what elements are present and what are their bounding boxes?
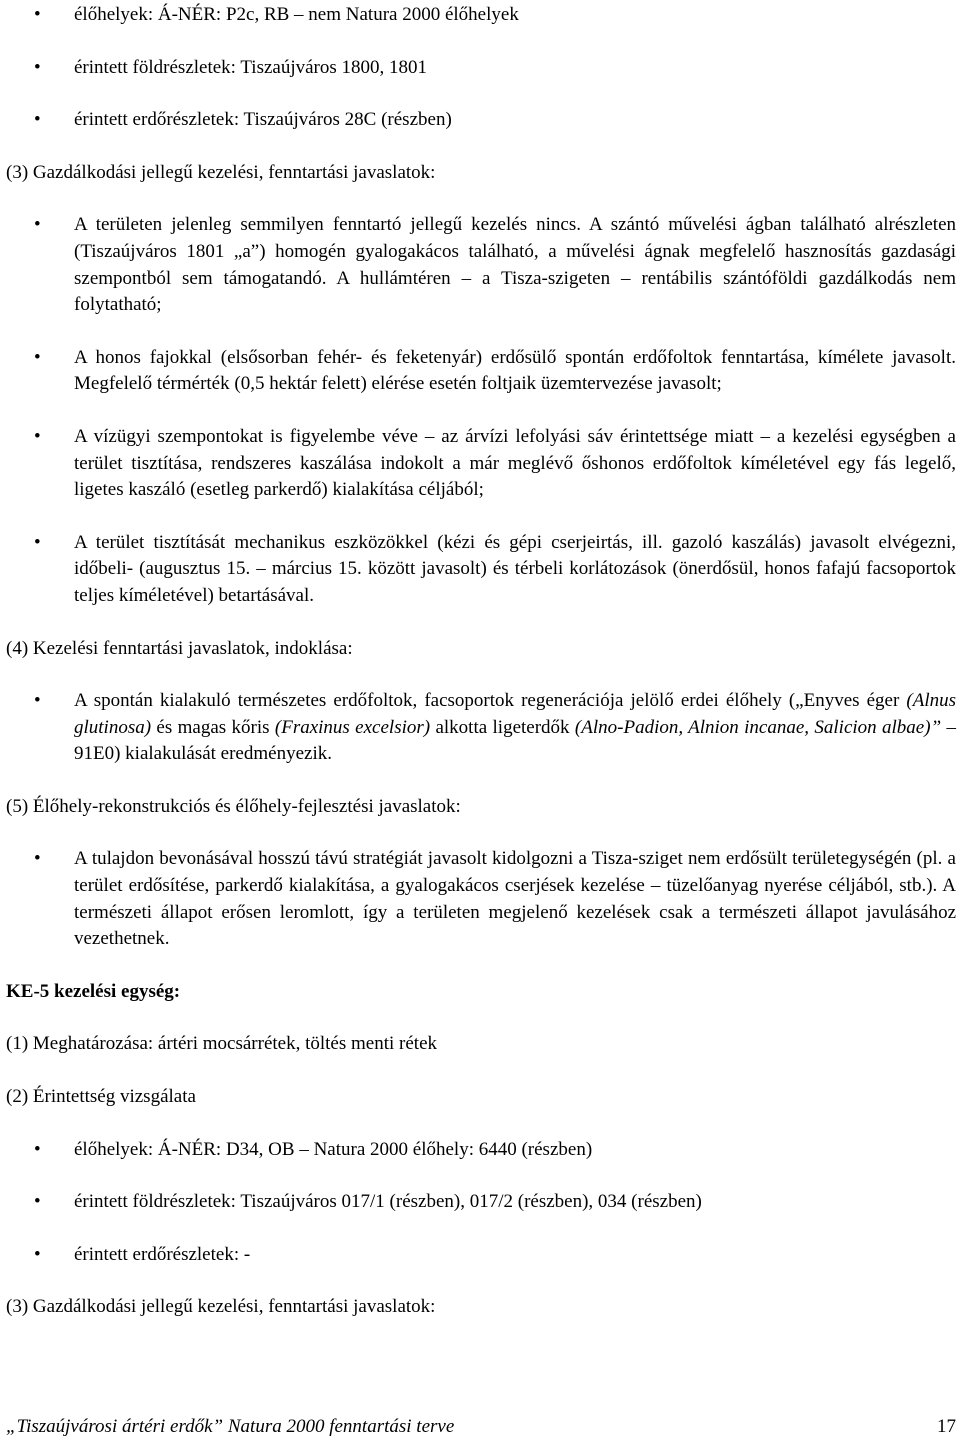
section-heading-3: (3) Gazdálkodási jellegű kezelési, fenntartási javaslatok: bbox=[6, 161, 436, 183]
habitat-list-1 bbox=[6, 2, 956, 134]
text-span: és magas kőris bbox=[151, 716, 275, 738]
latin-name: (Alno-Padion, Alnion incanae, Salicion albae)” bbox=[574, 716, 942, 738]
latin-name: (Alnus glutinosa) bbox=[74, 690, 956, 738]
document-page bbox=[6, 2, 956, 1321]
section-heading-4: (4) Kezelési fenntartási javaslatok, indoklása: bbox=[6, 637, 353, 659]
list-item: • A terület tisztítását mechanikus eszközökkel (kézi és gépi cserjeirtás, ill. gazoló kaszálás) javasolt elvégezni, időbeli- (augusztus 15. – március 15. között javasolt) és térbeli korlátozások (önerdősül, honos fafajú facsoportok teljes kíméletével) betartásával. bbox=[6, 530, 956, 610]
habitat-list-2 bbox=[6, 1137, 956, 1269]
unit-definition: (1) Meghatározása: ártéri mocsárrétek, töltés menti rétek bbox=[6, 1033, 437, 1055]
management-list bbox=[6, 212, 956, 609]
list-item: • érintett földrészletek: Tiszaújváros 017/1 (részben), 017/2 (részben), 034 (részben) bbox=[6, 1189, 956, 1216]
reconstruction-list bbox=[6, 846, 956, 952]
list-item: • érintett erdőrészletek: Tiszaújváros 28C (részben) bbox=[6, 107, 956, 134]
page-number: 17 bbox=[937, 1416, 956, 1437]
section-heading-3b: (3) Gazdálkodási jellegű kezelési, fenntartási javaslatok: bbox=[6, 1296, 436, 1318]
list-item: • élőhelyek: Á-NÉR: D34, OB – Natura 2000 élőhely: 6440 (részben) bbox=[6, 1137, 956, 1164]
page-footer bbox=[6, 1414, 956, 1441]
footer-title: „Tiszaújvárosi ártéri erdők” Natura 2000 fenntartási terve bbox=[6, 1416, 455, 1437]
justification-list bbox=[6, 688, 956, 768]
list-item: • élőhelyek: Á-NÉR: P2c, RB – nem Natura 2000 élőhelyek bbox=[6, 2, 956, 29]
list-item: • A területen jelenleg semmilyen fenntartó jellegű kezelés nincs. A szántó művelési ágban található alrészleten (Tiszaújváros 1801 „a”) homogén gyalogakácos található, a művelési ágnak megfelelő hasznosítás gazdasági szempontból sem támogatandó. A hullámtéren – a Tisza-szigeten – rentábilis szántóföldi gazdálkodás nem folytatható; bbox=[6, 212, 956, 318]
list-item: • A honos fajokkal (elsősorban fehér- és feketenyár) erdősülő spontán erdőfoltok fenntartása, kímélete javasolt. Megfelelő térmérték (0,5 hektár felett) elérése esetén foltjaik üzemtervezése javasolt; bbox=[6, 345, 956, 398]
list-item: • A vízügyi szempontokat is figyelembe véve – az árvízi lefolyási sáv érintettsége miatt – a kezelési egységben a terület tisztítása, rendszeres kaszálása indokolt a már meglévő őshonos erdőfoltok kíméletével egy fás legelő, ligetes kaszáló (esetleg parkerdő) kialakítása céljából; bbox=[6, 424, 956, 504]
list-item: • A tulajdon bevonásával hosszú távú stratégiát javasolt kidolgozni a Tisza-sziget nem erdősült területegységén (pl. a terület erdősítése, parkerdő kialakítása, a gyalogakácos cserjések kezelése – tüzelőanyag nyerése céljából, stb.). A természeti állapot erősen leromlott, így a területen megjelenő kezelések csak a természeti állapot javulásához vezethetnek. bbox=[6, 846, 956, 952]
latin-name: (Fraxinus excelsior) bbox=[274, 716, 431, 738]
text-span: alkotta ligeterdők bbox=[430, 716, 575, 738]
text-span: – 91E0) kialakulását eredményezik. bbox=[74, 716, 957, 765]
unit-heading: KE-5 kezelési egység: bbox=[6, 980, 181, 1002]
list-item bbox=[6, 688, 956, 768]
unit-assessment-heading: (2) Érintettség vizsgálata bbox=[6, 1086, 196, 1108]
text-span: A spontán kialakuló természetes erdőfoltok, facsoportok regenerációja jelölő erdei élőhely („Enyves éger bbox=[74, 690, 907, 712]
list-item: • érintett földrészletek: Tiszaújváros 1800, 1801 bbox=[6, 55, 956, 82]
list-item: • érintett erdőrészletek: - bbox=[6, 1242, 956, 1269]
section-heading-5: (5) Élőhely-rekonstrukciós és élőhely-fejlesztési javaslatok: bbox=[6, 795, 461, 817]
